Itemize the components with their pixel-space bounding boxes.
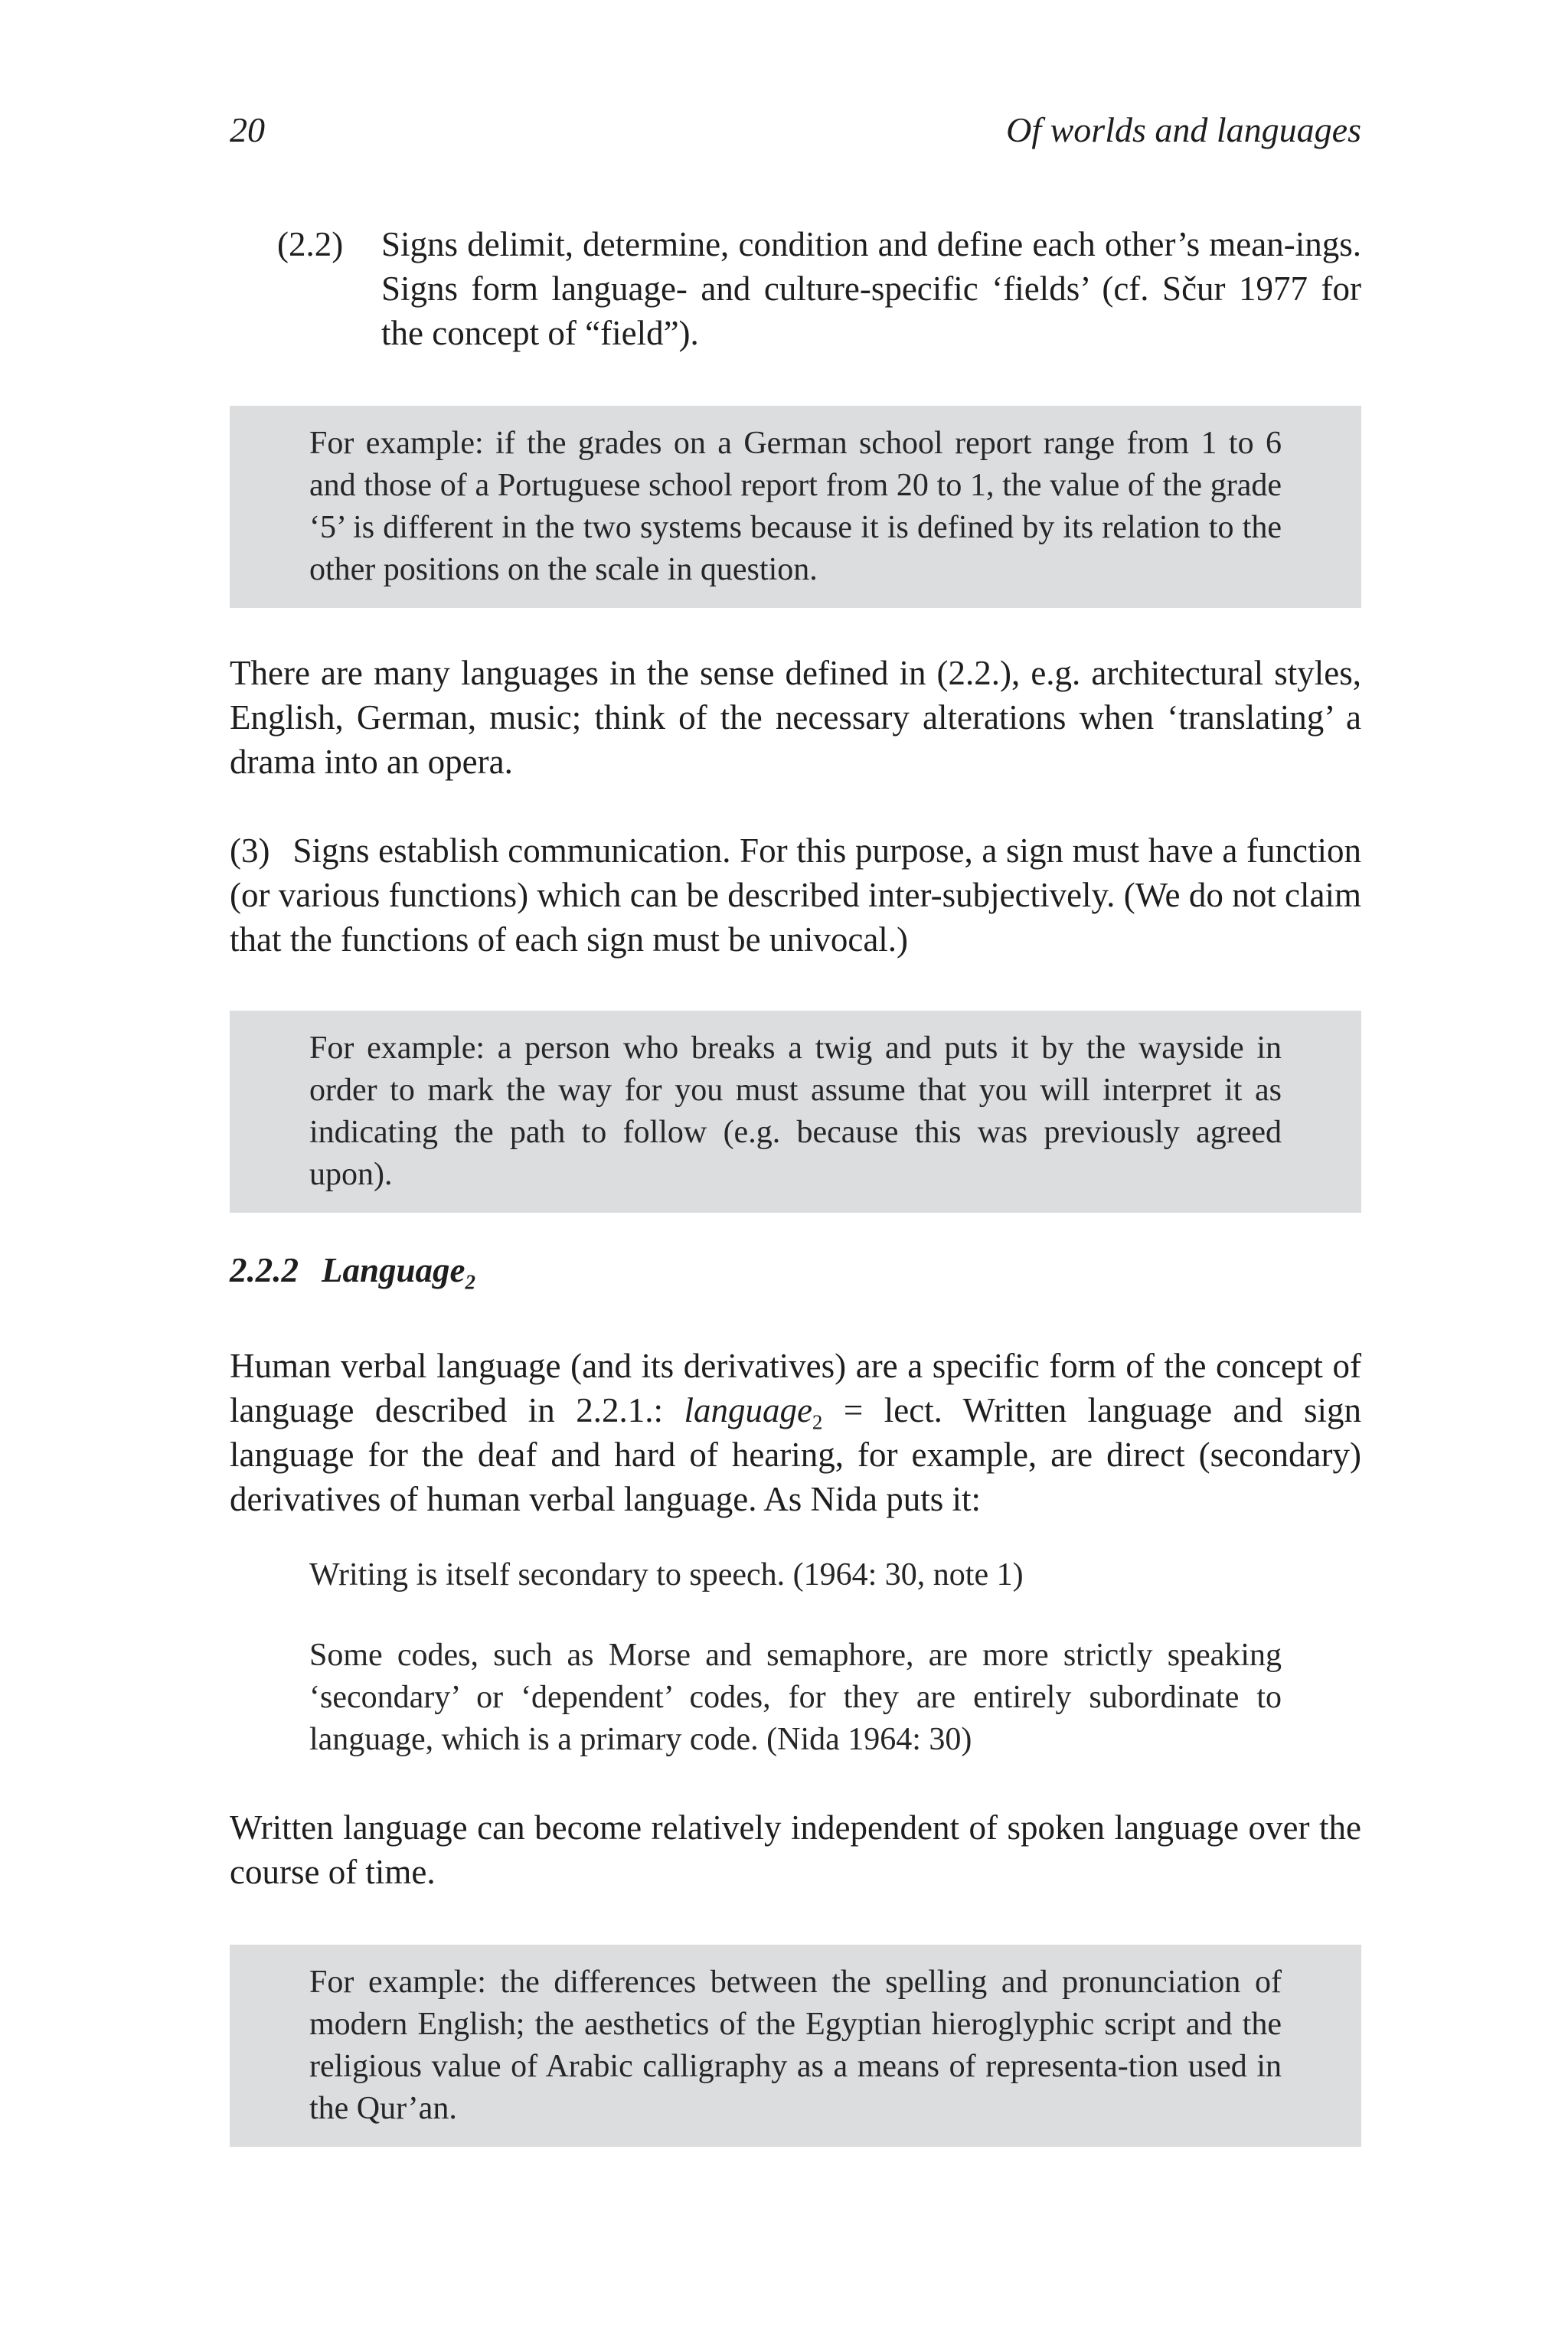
example-text: For example: if the grades on a German school report range from 1 to 6 and those of a Portuguese school report from 20 to 1, the value of the grade ‘5’ is different in the two systems because it is defined by its relation to the other positions on the scale in question. xyxy=(309,426,1282,587)
quote-nida-writing xyxy=(309,1554,1282,1596)
paragraph-part-2: = lect. Written language and sign language for the deaf and hard of hearing, for example, are direct (secondary) derivatives of human verbal language. As Nida puts it: xyxy=(230,1391,1361,1518)
term-language: language xyxy=(684,1391,812,1429)
paragraph-written-language xyxy=(230,1805,1361,1894)
point-number: (3) xyxy=(230,831,270,870)
page-number: 20 xyxy=(230,110,265,149)
section-title: Language xyxy=(322,1251,466,1289)
point-body: Signs establish communication. For this purpose, a sign must have a function (or various functions) which can be described inter-subjectively. (We do not claim that the functions of each sign must be univocal.) xyxy=(230,831,1361,959)
section-subscript: 2 xyxy=(465,1270,476,1294)
point-number: (2.2) xyxy=(277,225,344,263)
point-text: Signs delimit, determine, condition and define each other’s mean-ings. Signs form language- and culture-specific ‘fields’ (cf. Sčur 1977 for the concept of “field”). xyxy=(381,225,1361,352)
point-3 xyxy=(230,828,1361,962)
paragraph-text: Written language can become relatively independent of spoken language over the course of time. xyxy=(230,1808,1361,1891)
paragraph-languages xyxy=(230,651,1361,784)
quote-text: Writing is itself secondary to speech. (1964: 30, note 1) xyxy=(309,1557,1024,1592)
example-text: For example: the differences between the spelling and pronunciation of modern English; the aesthetics of the Egyptian hieroglyphic script and the religious value of Arabic calligraphy as a means of representa-tion used in the Qur’an. xyxy=(309,1965,1282,2126)
paragraph-part-1: Human verbal language (and its derivatives) are a specific form of the concept of language described in 2.2.1.: xyxy=(230,1347,1361,1429)
section-number: 2.2.2 xyxy=(230,1251,299,1289)
term-subscript: 2 xyxy=(812,1410,823,1434)
example-text: For example: a person who breaks a twig and puts it by the wayside in order to mark the way for you must assume that you will interpret it as indicating the path to follow (e.g. because this was previously agreed upon). xyxy=(309,1031,1282,1192)
paragraph-text xyxy=(230,1344,1361,1521)
example-box-twig xyxy=(230,1011,1361,1213)
paragraph-text: There are many languages in the sense defined in (2.2.), e.g. architectural styles, English, German, music; think of the necessary alterations when ‘translating’ a drama into an opera. xyxy=(230,654,1361,781)
section-heading xyxy=(230,1248,475,1292)
example-box-grades xyxy=(230,406,1361,608)
quote-text: Some codes, such as Morse and semaphore, are more strictly speaking ‘secondary’ or ‘dependent’ codes, for they are entirely subordinate to language, which is a primary code. (Nida 1964: 30) xyxy=(309,1638,1282,1757)
point-text xyxy=(230,828,1361,962)
quote-nida-codes xyxy=(309,1635,1282,1761)
paragraph-human-language xyxy=(230,1344,1361,1521)
running-title: Of worlds and languages xyxy=(1006,110,1361,149)
point-2-2 xyxy=(277,222,1361,355)
example-box-scripts xyxy=(230,1945,1361,2147)
